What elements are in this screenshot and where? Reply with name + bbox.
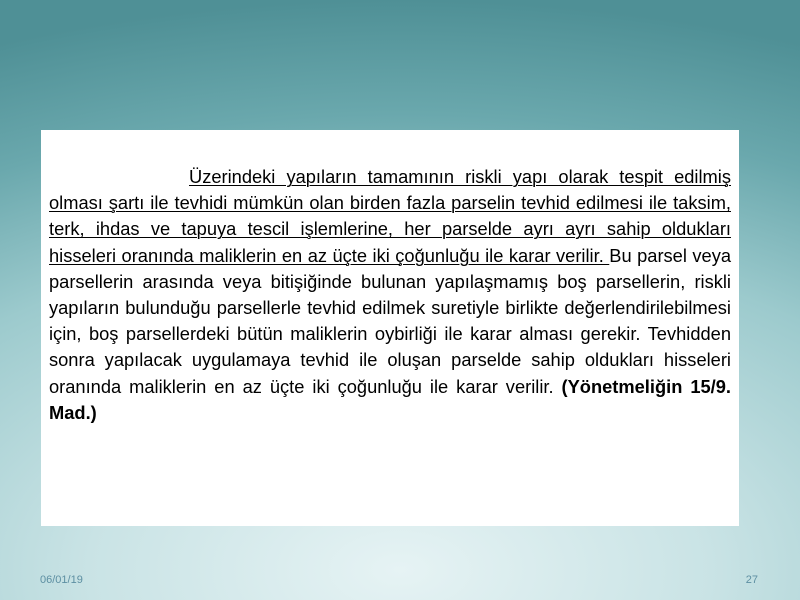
regulation-paragraph: [49, 164, 731, 426]
footer-page-number: 27: [745, 574, 758, 586]
body-clause: Bu parsel veya parsellerin arasında veya bitişiğinde bulunan yapılaşmamış boş parsellerin, riskli yapıların bulunduğu parsellerle tevhid edilmek suretiyle birlikte değerlendirilebilmesi için, boş parsellerdeki bütün maliklerin oybirliği ile karar alması gerekir. Tevhidden sonra yapılacak uygulamaya tevhid ile oluşan parselde sahip oldukları hisseleri oranında maliklerin en az üçte iki çoğunluğu ile karar verilir.: [49, 244, 731, 397]
underlined-clause: Üzerindeki yapıların tamamının riskli yapı olarak tespit edilmiş olması şartı ile tevhidi mümkün olan birden fazla parselin tevhid edilmesi ile taksim, terk, ihdas ve tapuya tescil işlemlerine, her parselde ayrı ayrı sahip oldukları hisseleri oranında maliklerin en az üçte iki çoğunluğu ile karar verilir.: [49, 166, 731, 266]
regulation-reference: (Yönetmeliğin 15/9. Mad.): [49, 375, 731, 423]
footer-date: 06/01/19: [40, 574, 83, 586]
content-text-box: [41, 130, 739, 526]
